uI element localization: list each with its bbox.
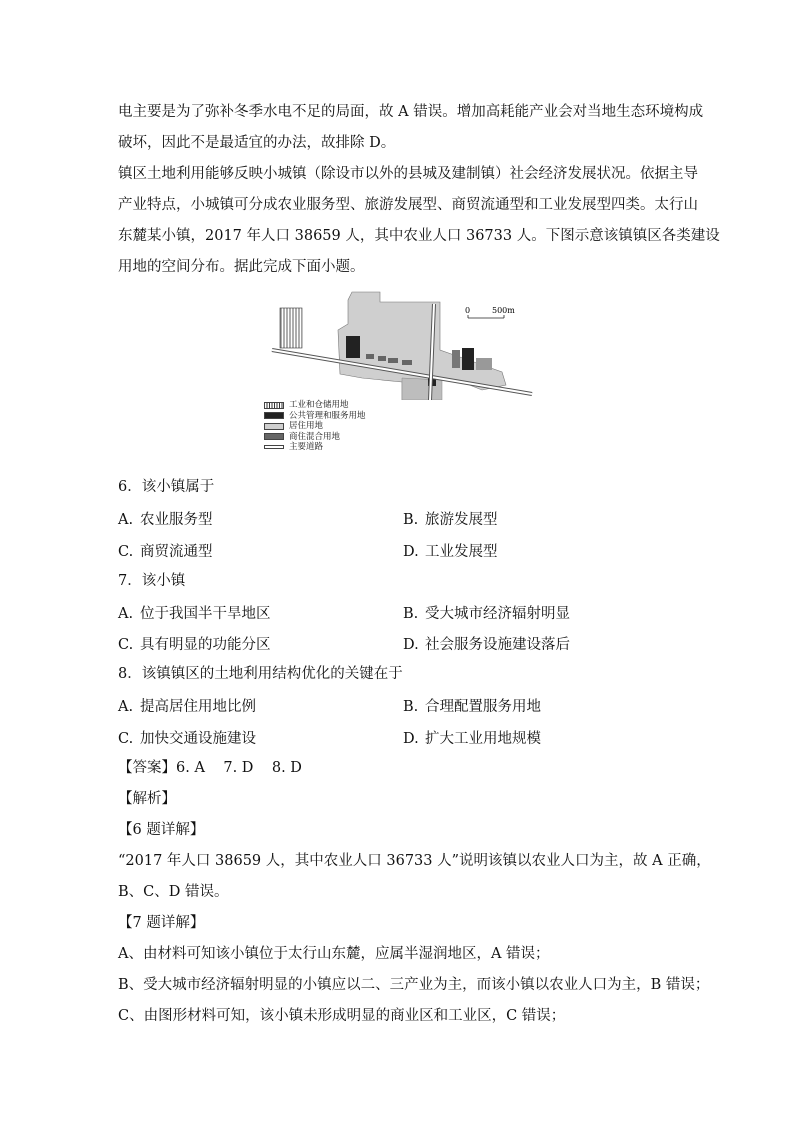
intro-line-2: 破坏，因此不是最适宜的办法，故排除 D。 <box>118 135 396 151</box>
q8-option-d[interactable]: D. 扩大工业用地规模 <box>403 731 541 747</box>
q6-option-c[interactable]: C. 商贸流通型 <box>118 544 213 560</box>
scale-distance-label: 500m <box>492 306 515 315</box>
legend-item-residential: 居住用地 <box>264 421 366 432</box>
public-service-block-1 <box>346 336 360 358</box>
q7-option-d[interactable]: D. 社会服务设施建设落后 <box>403 637 570 653</box>
intro-line-5: 东麓某小镇，2017 年人口 38659 人，其中农业人口 36733 人。下图示意该镇镇区各类建设 <box>118 228 720 244</box>
commercial-block-2 <box>388 358 398 363</box>
question-6-stem: 6．该小镇属于 <box>118 479 215 495</box>
commercial-block-3 <box>402 360 412 365</box>
question-8-stem: 8．该镇镇区的土地利用结构优化的关键在于 <box>118 666 403 682</box>
intro-line-1: 电主要是为了弥补冬季水电不足的局面，故 A 错误。增加高耗能产业会对当地生态环境构成 <box>118 104 704 120</box>
intro-line-3: 镇区土地利用能够反映小城镇（除设市以外的县城及建制镇）社会经济发展状况。依据主导 <box>118 166 698 182</box>
commercial-block-6 <box>476 358 492 370</box>
commercial-block-1 <box>378 356 386 361</box>
legend-swatch-light <box>264 423 284 430</box>
intro-line-4: 产业特点，小城镇可分成农业服务型、旅游发展型、商贸流通型和工业发展型四类。太行山 <box>118 197 698 213</box>
land-use-map <box>262 290 534 460</box>
q6-option-a[interactable]: A. 农业服务型 <box>118 512 213 528</box>
legend-swatch-dark <box>264 433 284 440</box>
q6-detail-line-1: “2017 年人口 38659 人，其中农业人口 36733 人”说明该镇以农业人口为主，故 A 正确， <box>118 853 711 869</box>
q8-option-c[interactable]: C. 加快交通设施建设 <box>118 731 256 747</box>
legend-swatch-black <box>264 412 284 419</box>
q7-option-a[interactable]: A. 位于我国半干旱地区 <box>118 606 271 622</box>
q7-detail-line-2: B、受大城市经济辐射明显的小镇应以二、三产业为主，而该小镇以农业人口为主，B 错误； <box>118 977 710 993</box>
analysis-heading: 【解析】 <box>118 791 176 807</box>
legend-swatch-hatch <box>264 402 284 409</box>
legend-item-road: 主要道路 <box>264 442 366 453</box>
q6-option-b[interactable]: B. 旅游发展型 <box>403 512 498 528</box>
commercial-block-5 <box>452 350 460 368</box>
q8-option-b[interactable]: B. 合理配置服务用地 <box>403 699 541 715</box>
map-legend <box>264 400 366 453</box>
scale-zero-label: 0 <box>465 306 471 315</box>
legend-item-industrial: 工业和仓储用地 <box>264 400 366 411</box>
q6-option-d[interactable]: D. 工业发展型 <box>403 544 498 560</box>
legend-swatch-road <box>264 445 284 449</box>
industrial-zone <box>280 308 302 348</box>
q7-detail-line-1: A、由材料可知该小镇位于太行山东麓，应属半湿润地区，A 错误； <box>118 946 550 962</box>
legend-item-public-service: 公共管理和服务用地 <box>264 411 366 422</box>
public-service-block-2 <box>462 348 474 370</box>
q7-option-b[interactable]: B. 受大城市经济辐射明显 <box>403 606 570 622</box>
q6-detail-heading: 【6 题详解】 <box>118 822 205 838</box>
commercial-block-4 <box>366 354 374 359</box>
answer-line: 【答案】6. A 7. D 8. D <box>118 760 302 776</box>
map-graphic <box>262 290 534 400</box>
q7-detail-heading: 【7 题详解】 <box>118 915 205 931</box>
q7-detail-line-3: C、由图形材料可知，该小镇未形成明显的商业区和工业区，C 错误； <box>118 1008 566 1024</box>
q6-detail-line-2: B、C、D 错误。 <box>118 884 229 900</box>
legend-item-commercial: 商住混合用地 <box>264 432 366 443</box>
q8-option-a[interactable]: A. 提高居住用地比例 <box>118 699 256 715</box>
intro-line-6: 用地的空间分布。据此完成下面小题。 <box>118 259 365 275</box>
q7-option-c[interactable]: C. 具有明显的功能分区 <box>118 637 271 653</box>
question-7-stem: 7．该小镇 <box>118 573 186 589</box>
